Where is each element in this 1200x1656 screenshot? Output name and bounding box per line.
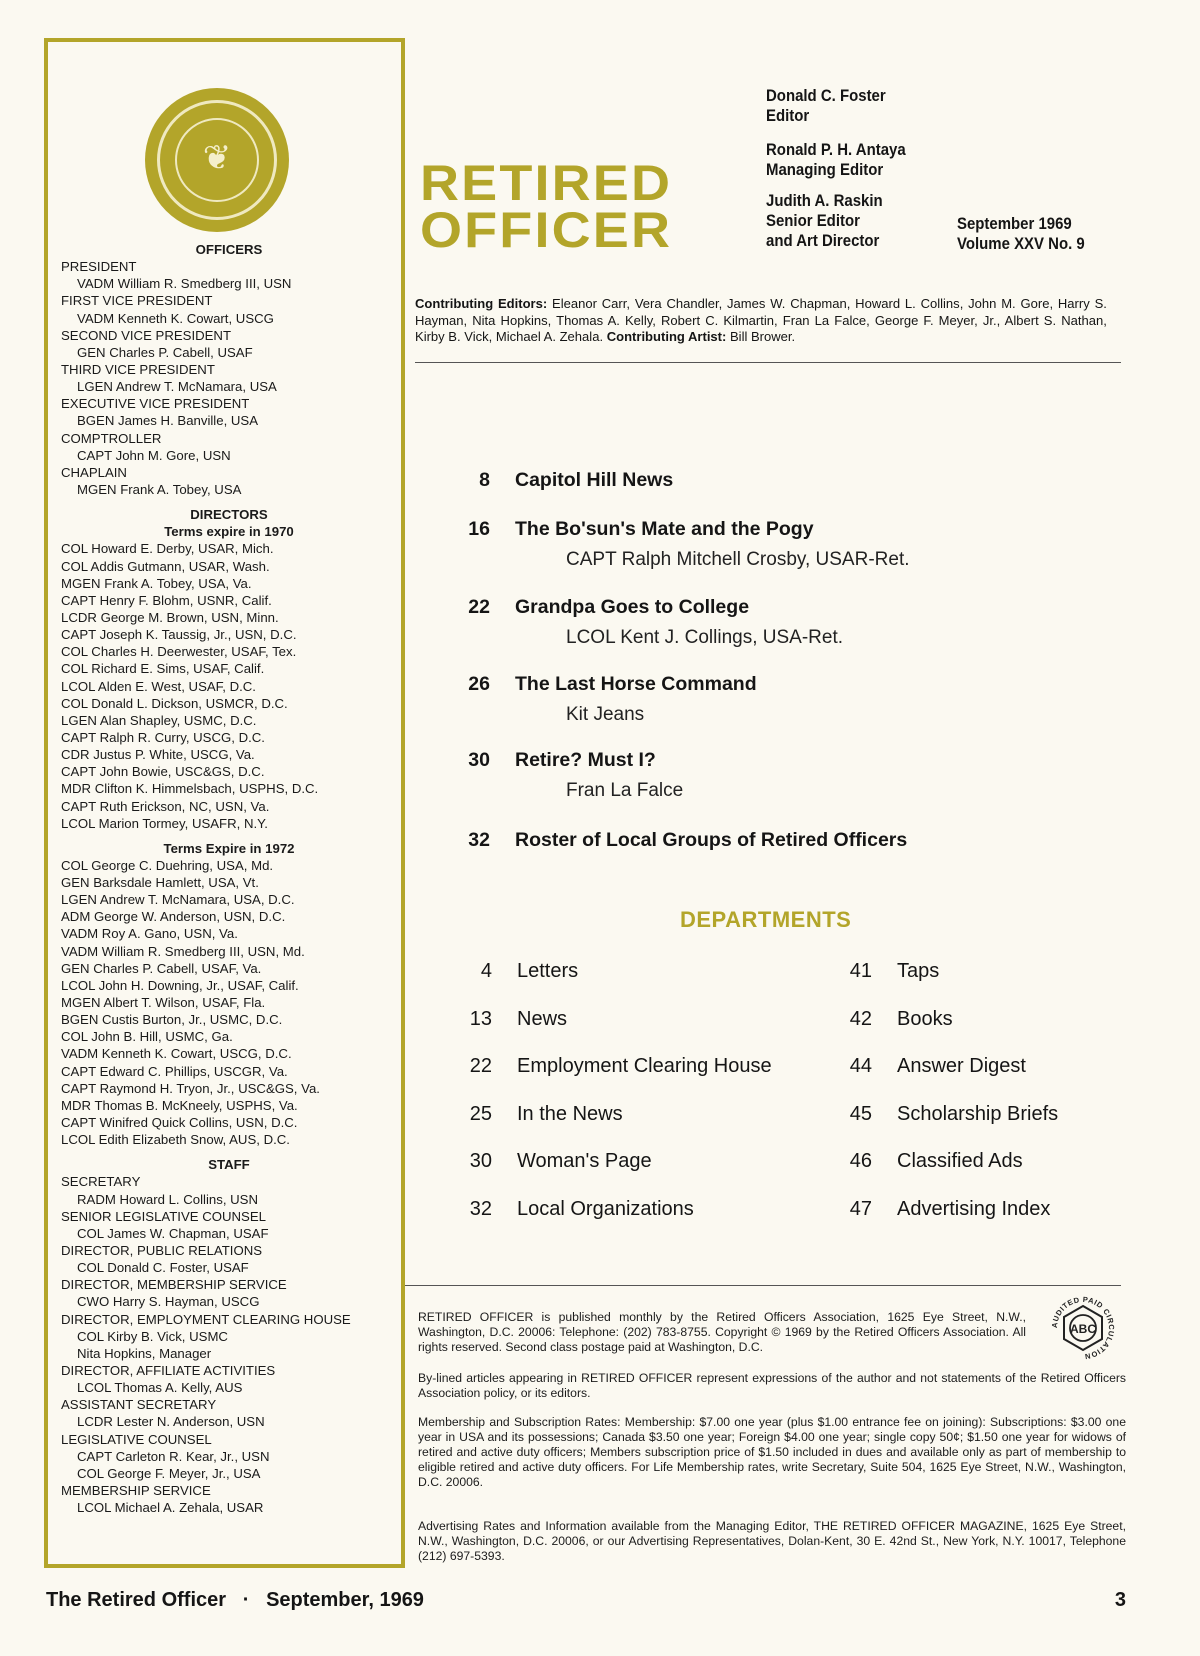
managing-editor-name: Ronald P. H. Antaya [766,140,906,159]
feature-title: Roster of Local Groups of Retired Officers [515,829,908,851]
department-page-number: 25 [469,1103,492,1125]
feature-title: The Bo'sun's Mate and the Pogy [515,518,814,540]
department-page-number: 32 [469,1198,492,1220]
directory-member: CAPT Joseph K. Taussig, Jr., USN, D.C. [61,627,297,643]
directory-name: LCOL Thomas A. Kelly, AUS [77,1380,243,1396]
department-title: In the News [517,1103,623,1125]
department-page-number: 41 [849,960,872,982]
contributing-artist-label: Contributing Artist: [606,329,727,345]
publication-notice: RETIRED OFFICER is published monthly by the Retired Officers Association, 1625 Eye Street, N.W., Washington, D.C. 20006: Telephone: (202) 783-8755. Copyright © 1969 by the Retired Officers Association. All rights reserved. Second class postage paid at Washington, D.C. [418,1310,1026,1355]
section-spacer [59,1148,399,1156]
directory-member: MGEN Frank A. Tobey, USA, Va. [61,575,252,591]
contributing-editors-names: Eleanor Carr, Vera Chandler, James W. Chapman, Howard L. Collins, John M. Gore, Harry S. Hayman, Nita Hopkins, Thomas A. Kelly, Robert C. Kilmartin, Fran La Falce, George F. Meyer, Jr., Albert S. Nathan, Kirby B. Vick, Michael A. Zehala. [415,296,1107,345]
magazine-title-line-2: OFFICER [420,202,673,258]
directory-name: BGEN James H. Banville, USA [77,413,259,429]
department-page-number: 22 [469,1055,492,1077]
section-spacer [59,832,399,840]
directory-member: BGEN Custis Burton, Jr., USMC, D.C. [61,1012,283,1028]
contributing-editors-label: Contributing Editors: [415,296,548,311]
directory-role: DIRECTOR, AFFILIATE ACTIVITIES [61,1363,276,1378]
contributing-editors [415,296,1107,346]
managing-editor-role: Managing Editor [766,160,884,179]
departments-heading: DEPARTMENTS [680,907,852,932]
senior-editor-name: Judith A. Raskin [766,191,883,210]
issue-date: September 1969 [957,214,1072,233]
directory-member: LGEN Alan Shapley, USMC, D.C. [61,712,257,728]
directory-name: LCOL Michael A. Zehala, USAR [77,1500,264,1516]
directory-member: GEN Charles P. Cabell, USAF, Va. [61,960,262,976]
directory-member: VADM Roy A. Gano, USN, Va. [61,926,238,942]
abc-seal-ring-text: AUDITED PAID CIRCULATION [1049,1294,1117,1362]
directory-role: DIRECTOR, PUBLIC RELATIONS [61,1243,263,1259]
directory-name: LCDR Lester N. Anderson, USN [77,1414,265,1430]
directory-name: MGEN Frank A. Tobey, USA [77,481,242,497]
divider [415,362,1121,363]
feature-page-number: 22 [468,596,490,618]
managing-editor-credit [766,140,906,180]
abc-seal-center-text: ABC [1070,1322,1096,1336]
directory-member: CAPT Winifred Quick Collins, USN, D.C. [61,1115,298,1131]
feature-author: Fran La Falce [566,780,684,801]
directory-role: FIRST VICE PRESIDENT [61,293,213,309]
directory-member: COL Addis Gutmann, USAR, Wash. [61,558,270,574]
feature-page-number: 8 [479,469,490,491]
directory-role: LEGISLATIVE COUNSEL [61,1431,212,1447]
footer-separator: · [242,1589,250,1611]
directory-name: COL Donald C. Foster, USAF [77,1260,249,1276]
department-title: Taps [897,960,940,982]
directory-member: MDR Clifton K. Himmelsbach, USPHS, D.C. [61,781,319,797]
directory-name: COL James W. Chapman, USAF [77,1225,269,1241]
senior-editor-role-2: and Art Director [766,231,880,250]
editor-credit [766,86,886,126]
department-title: Woman's Page [517,1150,652,1172]
magazine-title-line-1: RETIRED [420,155,673,211]
senior-editor-role: Senior Editor [766,211,860,230]
directory-member: CAPT Ruth Erickson, NC, USN, Va. [61,798,270,814]
directory-role: DIRECTOR, MEMBERSHIP SERVICE [61,1277,287,1293]
directory-name: Nita Hopkins, Manager [77,1345,212,1361]
directory-role: SENIOR LEGISLATIVE COUNSEL [61,1208,266,1224]
officers-directory-list [59,241,399,1516]
department-title: Answer Digest [897,1055,1026,1077]
directory-member: CDR Justus P. White, USCG, Va. [61,747,255,763]
footer-date: September, 1969 [266,1589,424,1611]
feature-page-number: 32 [468,829,490,851]
department-title: Local Organizations [517,1198,694,1220]
feature-title: Capitol Hill News [515,469,674,491]
association-seal-icon: ❦ [145,88,289,232]
feature-page-number: 30 [468,749,490,771]
directory-member: COL George C. Duehring, USA, Md. [61,857,274,873]
issue-info [957,214,1085,254]
directory-member: MGEN Albert T. Wilson, USAF, Fla. [61,995,266,1011]
magazine-title [420,155,733,258]
directory-member: COL Richard E. Sims, USAF, Calif. [61,661,265,677]
directory-member: LCOL Alden E. West, USAF, D.C. [61,678,256,694]
advertising-notice: Advertising Rates and Information available from the Managing Editor, THE RETIRED OFFICER MAGAZINE, 1625 Eye Street, N.W., Washington, D.C. 20006, or our Advertising Representatives, Dolan-Kent, 30 E. 42nd St., New York, N.Y. 10017, Telephone (212) 697-5393. [418,1519,1126,1564]
directory-member: LCOL Marion Tormey, USAFR, N.Y. [61,815,268,831]
feature-title: The Last Horse Command [515,673,757,695]
directory-role: CHAPLAIN [61,464,127,480]
section-spacer [59,498,399,506]
directory-name: LGEN Andrew T. McNamara, USA [77,379,277,395]
directory-name: CAPT John M. Gore, USN [77,447,231,463]
directory-name: COL George F. Meyer, Jr., USA [77,1465,261,1481]
directory-heading: Terms expire in 1970 [164,524,294,540]
department-page-number: 47 [849,1198,872,1220]
feature-author: CAPT Ralph Mitchell Crosby, USAR-Ret. [566,549,910,570]
department-title: Employment Clearing House [517,1055,772,1077]
department-title: Classified Ads [897,1150,1023,1172]
feature-page-number: 16 [468,518,490,540]
department-page-number: 4 [480,960,492,982]
directory-member: ADM George W. Anderson, USN, D.C. [61,909,286,925]
directory-name: VADM Kenneth K. Cowart, USCG [77,310,274,326]
directory-member: CAPT Raymond H. Tryon, Jr., USC&GS, Va. [61,1080,320,1096]
directory-name: COL Kirby B. Vick, USMC [77,1328,228,1344]
directory-heading: Terms Expire in 1972 [163,840,295,856]
senior-editor-credit [766,191,883,251]
directory-member: LCDR George M. Brown, USN, Minn. [61,609,279,625]
directory-role: MEMBERSHIP SERVICE [61,1482,211,1498]
directory-member: GEN Barksdale Hamlett, USA, Vt. [61,875,259,891]
directory-role: DIRECTOR, EMPLOYMENT CLEARING HOUSE [61,1311,351,1327]
directory-name: GEN Charles P. Cabell, USAF [77,344,253,360]
editor-name: Donald C. Foster [766,86,886,105]
issue-volume: Volume XXV No. 9 [957,234,1085,253]
directory-member: VADM William R. Smedberg III, USN, Md. [61,943,305,959]
directory-name: RADM Howard L. Collins, USN [77,1191,259,1207]
directory-member: CAPT John Bowie, USC&GS, D.C. [61,764,265,780]
department-page-number: 13 [469,1008,492,1030]
directory-member: LCOL Edith Elizabeth Snow, AUS, D.C. [61,1132,290,1148]
directory-role: COMPTROLLER [61,430,162,446]
editor-role: Editor [766,106,810,125]
department-page-number: 44 [849,1055,872,1077]
directory-role: THIRD VICE PRESIDENT [61,361,215,377]
directory-member: CAPT Edward C. Phillips, USCGR, Va. [61,1063,288,1079]
directory-role: EXECUTIVE VICE PRESIDENT [61,396,250,412]
abc-audit-seal-icon [1047,1292,1119,1364]
divider [405,1285,1121,1286]
department-page-number: 45 [849,1103,872,1125]
directory-member: CAPT Ralph R. Curry, USCG, D.C. [61,729,265,745]
directory-member: COL Howard E. Derby, USAR, Mich. [61,541,274,557]
directory-member: COL John B. Hill, USMC, Ga. [61,1029,233,1045]
directory-role: ASSISTANT SECRETARY [61,1397,217,1413]
department-title: Books [897,1008,953,1030]
feature-title: Grandpa Goes to College [515,596,750,618]
directory-name: VADM William R. Smedberg III, USN [77,276,292,292]
contributing-artist-name: Bill Brower. [729,329,796,345]
directory-name: CAPT Carleton R. Kear, Jr., USN [77,1448,270,1464]
directory-heading: OFFICERS [195,242,263,257]
directory-member: COL Donald L. Dickson, USMCR, D.C. [61,695,288,711]
feature-page-number: 26 [468,673,490,695]
membership-rates: Membership and Subscription Rates: Membership: $7.00 one year (plus $1.00 entrance fee on joining): Subscriptions: $3.00 one year in USA and its possessions; Canada $3.50 one year; Foreign $4.00 one year; single copy 50¢; $1.50 one year for widows of retired and active duty officers; Members subscription price of $1.50 included in dues and available only as part of membership to eligible retired and active duty officers. For Life Membership rates, write Secretary, Suite 504, 1625 Eye Street, N.W., Washington, D.C. 20006. [418,1415,1126,1490]
feature-author: Kit Jeans [566,704,645,725]
department-page-number: 42 [849,1008,872,1030]
directory-member: LCOL John H. Downing, Jr., USAF, Calif. [61,977,299,993]
feature-author: LCOL Kent J. Collings, USA-Ret. [566,627,844,648]
footer-magazine-name: The Retired Officer [46,1589,227,1611]
directory-member: CAPT Henry F. Blohm, USNR, Calif. [61,592,272,608]
directory-name: CWO Harry S. Hayman, USCG [77,1294,260,1310]
footer-issue-line [46,1587,424,1613]
department-title: Scholarship Briefs [897,1103,1059,1125]
directory-heading: STAFF [208,1157,250,1173]
department-page-number: 30 [469,1150,492,1172]
byline-notice: By-lined articles appearing in RETIRED OFFICER represent expressions of the author and not statements of the Retired Officers Association policy, or its editors. [418,1371,1126,1401]
directory-role: SECOND VICE PRESIDENT [61,327,232,343]
directory-role: PRESIDENT [61,259,137,275]
directory-role: SECRETARY [61,1174,141,1190]
directory-member: VADM Kenneth K. Cowart, USCG, D.C. [61,1046,292,1062]
department-page-number: 46 [849,1150,872,1172]
directory-member: LGEN Andrew T. McNamara, USA, D.C. [61,892,295,908]
directory-heading: DIRECTORS [190,507,268,523]
feature-title: Retire? Must I? [515,749,656,771]
directory-member: MDR Thomas B. McKneely, USPHS, Va. [61,1097,298,1113]
department-title: Letters [517,960,579,982]
page-number: 3 [1114,1589,1126,1611]
department-title: Advertising Index [897,1198,1051,1220]
directory-member: COL Charles H. Deerwester, USAF, Tex. [61,644,297,660]
department-title: News [517,1008,568,1030]
